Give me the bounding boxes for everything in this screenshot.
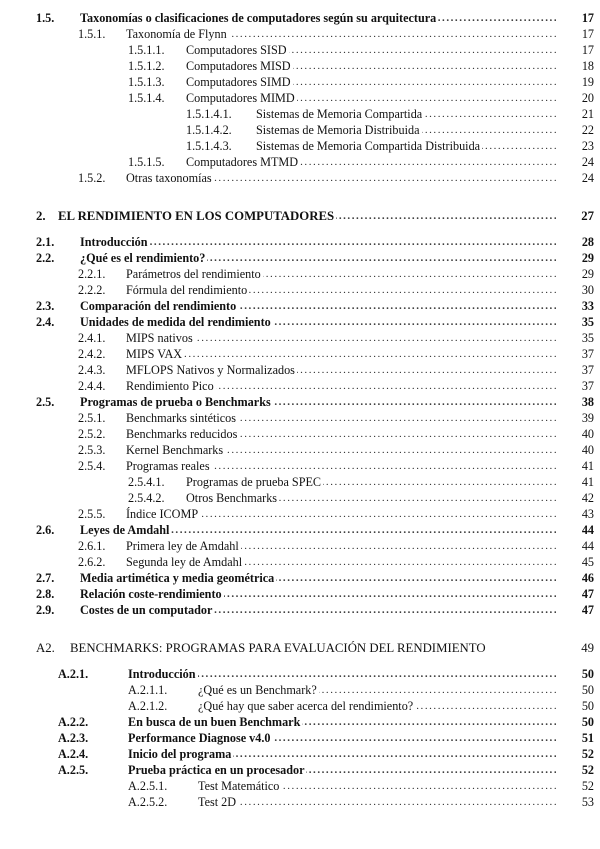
entry-page: 50: [581, 667, 594, 681]
entry-number: 2.: [36, 209, 46, 223]
entry-title: Computadores MISD: [186, 59, 291, 73]
entry-title: Otras taxonomías: [126, 171, 212, 185]
entry-page: 47: [581, 603, 594, 617]
entry-title: Test 2D: [198, 795, 237, 809]
entry-page: 17: [581, 27, 594, 41]
entry-page: 41: [581, 475, 594, 489]
entry-title: Performance Diagnose v4.0: [128, 731, 271, 745]
toc-entry: [0, 794, 600, 810]
entry-number: 2.5.5.: [78, 507, 106, 521]
toc-entry: [0, 698, 600, 714]
entry-page: 53: [581, 795, 594, 809]
entry-title: Rendimiento Pico: [126, 379, 214, 393]
entry-page: 39: [581, 411, 594, 425]
entry-number: 2.2.: [36, 251, 55, 265]
entry-title: Prueba práctica en un procesador: [128, 763, 305, 777]
entry-title: Computadores SIMD: [186, 75, 291, 89]
entry-number: 2.5.2.: [78, 427, 106, 441]
entry-title: Programas de prueba SPEC: [186, 475, 322, 489]
toc-entry: [0, 506, 600, 522]
entry-number: A.2.1.2.: [128, 699, 168, 713]
entry-number: 1.5.1.1.: [128, 43, 165, 57]
entry-page: 43: [581, 507, 594, 521]
entry-title: ¿Qué es un Benchmark?: [198, 683, 317, 697]
entry-page: 52: [581, 763, 594, 777]
entry-number: 1.5.1.4.2.: [186, 123, 232, 137]
entry-title: ¿Qué hay que saber acerca del rendimiento?: [198, 699, 414, 713]
toc-entry: [0, 746, 600, 762]
entry-page: 29: [581, 267, 594, 281]
entry-page: 22: [581, 123, 594, 137]
entry-title: Inicio del programa: [128, 747, 232, 761]
entry-number: 2.4.2.: [78, 347, 106, 361]
entry-number: 1.5.1.4.: [128, 91, 165, 105]
toc-entry: [0, 42, 600, 58]
entry-page: 40: [581, 443, 594, 457]
entry-page: 20: [581, 91, 594, 105]
toc-entry: [0, 714, 600, 730]
entry-number: A.2.1.1.: [128, 683, 168, 697]
entry-title: MIPS VAX: [126, 347, 183, 361]
entry-title: Costes de un computador: [80, 603, 213, 617]
entry-title: Media artimética y media geométrica: [80, 571, 275, 585]
entry-number: 2.4.3.: [78, 363, 106, 377]
entry-page: 50: [581, 683, 594, 697]
entry-title: Índice ICOMP: [126, 507, 199, 521]
entry-title: MIPS nativos: [126, 331, 193, 345]
entry-page: 44: [581, 539, 594, 553]
entry-number: 1.5.1.4.1.: [186, 107, 232, 121]
entry-title: BENCHMARKS: PROGRAMAS PARA EVALUACIÓN DEL RENDIMIENTO: [70, 641, 486, 655]
entry-number: 1.5.1.2.: [128, 59, 165, 73]
entry-title: ¿Qué es el rendimiento?: [80, 251, 206, 265]
entry-number: 2.8.: [36, 587, 55, 601]
toc-entry: [0, 362, 600, 378]
toc-entry: [0, 666, 600, 682]
toc-entry: [0, 554, 600, 570]
entry-title: Unidades de medida del rendimiento: [80, 315, 271, 329]
toc-entry: [0, 474, 600, 490]
entry-page: 51: [581, 731, 594, 745]
entry-page: 19: [581, 75, 594, 89]
entry-title: Leyes de Amdahl: [80, 523, 170, 537]
entry-number: 2.4.4.: [78, 379, 106, 393]
entry-title: Relación coste-rendimiento: [80, 587, 222, 601]
entry-page: 45: [581, 555, 594, 569]
toc-entry: [0, 778, 600, 794]
toc-entry: [0, 490, 600, 506]
toc-entry: [0, 282, 600, 298]
entry-number: A2.: [36, 641, 55, 655]
toc-entry: [0, 298, 600, 314]
entry-number: 1.5.1.3.: [128, 75, 165, 89]
toc-entry: [0, 154, 600, 170]
toc-entry: [0, 410, 600, 426]
entry-number: 2.6.2.: [78, 555, 106, 569]
entry-title: Primera ley de Amdahl: [126, 539, 239, 553]
entry-page: 35: [581, 331, 594, 345]
entry-title: Programas de prueba o Benchmarks: [80, 395, 271, 409]
entry-page: 37: [581, 347, 594, 361]
entry-number: 2.1.: [36, 235, 55, 249]
entry-number: A.2.3.: [58, 731, 89, 745]
entry-number: 2.3.: [36, 299, 55, 313]
entry-title: Parámetros del rendimiento: [126, 267, 261, 281]
entry-title: En busca de un buen Benchmark: [128, 715, 301, 729]
entry-number: 2.5.4.: [78, 459, 106, 473]
entry-number: 2.2.1.: [78, 267, 106, 281]
entry-title: Segunda ley de Amdahl: [126, 555, 243, 569]
entry-page: 17: [581, 43, 594, 57]
entry-title: Sistemas de Memoria Compartida: [256, 107, 423, 121]
entry-page: 24: [581, 155, 594, 169]
toc-entry: [0, 314, 600, 330]
toc-entry: [0, 586, 600, 602]
toc-entry: [0, 538, 600, 554]
entry-title: Sistemas de Memoria Distribuida: [256, 123, 420, 137]
entry-title: Computadores SISD: [186, 43, 287, 57]
toc-entry: [0, 458, 600, 474]
entry-number: 2.5.1.: [78, 411, 106, 425]
entry-page: 49: [581, 641, 594, 655]
entry-page: 37: [581, 363, 594, 377]
entry-number: 2.7.: [36, 571, 55, 585]
entry-number: A.2.5.: [58, 763, 89, 777]
entry-page: 30: [581, 283, 594, 297]
toc-entry: [0, 250, 600, 266]
entry-title: Fórmula del rendimiento: [126, 283, 248, 297]
entry-number: 2.5.4.1.: [128, 475, 165, 489]
entry-title: Taxonomía de Flynn: [126, 27, 227, 41]
entry-title: Kernel Benchmarks: [126, 443, 224, 457]
entry-page: 17: [581, 11, 594, 25]
toc-entry: [0, 346, 600, 362]
entry-title: Benchmarks sintéticos: [126, 411, 237, 425]
entry-title: Programas reales: [126, 459, 210, 473]
entry-number: 2.6.1.: [78, 539, 106, 553]
entry-number: 1.5.2.: [78, 171, 106, 185]
entry-page: 44: [581, 523, 594, 537]
entry-page: 18: [581, 59, 594, 73]
toc-entry: [0, 138, 600, 154]
entry-number: 2.6.: [36, 523, 55, 537]
entry-page: 37: [581, 379, 594, 393]
entry-page: 41: [581, 459, 594, 473]
toc-chapter: [0, 208, 600, 224]
entry-title: EL RENDIMIENTO EN LOS COMPUTADORES: [58, 209, 335, 223]
entry-number: 1.5.: [36, 11, 55, 25]
entry-number: 2.5.3.: [78, 443, 106, 457]
entry-page: 28: [581, 235, 594, 249]
entry-page: 40: [581, 427, 594, 441]
toc-entry: [0, 74, 600, 90]
toc-chapter: [0, 640, 600, 656]
entry-title: Otros Benchmarks: [186, 491, 278, 505]
toc-entry: [0, 122, 600, 138]
toc-entry: [0, 26, 600, 42]
entry-number: 1.5.1.: [78, 27, 106, 41]
entry-page: 23: [581, 139, 594, 153]
entry-number: A.2.4.: [58, 747, 89, 761]
entry-number: 1.5.1.5.: [128, 155, 165, 169]
toc-entry: [0, 442, 600, 458]
entry-number: 2.2.2.: [78, 283, 106, 297]
entry-number: A.2.2.: [58, 715, 89, 729]
entry-page: 46: [581, 571, 594, 585]
toc-entry: [0, 394, 600, 410]
entry-page: 35: [581, 315, 594, 329]
entry-number: A.2.5.2.: [128, 795, 168, 809]
entry-number: 2.9.: [36, 603, 55, 617]
entry-number: A.2.5.1.: [128, 779, 168, 793]
toc-entry: [0, 682, 600, 698]
toc-entry: [0, 10, 600, 26]
toc-entry: [0, 378, 600, 394]
entry-page: 47: [581, 587, 594, 601]
toc-entry: [0, 602, 600, 618]
toc-entry: [0, 522, 600, 538]
toc-entry: [0, 234, 600, 250]
toc-entry: [0, 170, 600, 186]
toc-entry: [0, 762, 600, 778]
toc-entry: [0, 730, 600, 746]
entry-number: 1.5.1.4.3.: [186, 139, 232, 153]
toc-entry: [0, 58, 600, 74]
entry-page: 29: [581, 251, 594, 265]
entry-page: 21: [581, 107, 594, 121]
entry-number: A.2.1.: [58, 667, 89, 681]
entry-page: 42: [581, 491, 594, 505]
entry-page: 52: [581, 747, 594, 761]
toc-entry: [0, 106, 600, 122]
entry-page: 50: [581, 699, 594, 713]
entry-title: Test Matemático: [198, 779, 280, 793]
toc-entry: [0, 330, 600, 346]
entry-number: 2.5.: [36, 395, 55, 409]
entry-title: Computadores MIMD: [186, 91, 295, 105]
entry-number: 2.4.: [36, 315, 55, 329]
entry-page: 24: [581, 171, 594, 185]
entry-title: Taxonomías o clasificaciones de computadores según su arquitectura: [80, 11, 437, 25]
toc-entry: [0, 426, 600, 442]
entry-title: Sistemas de Memoria Compartida Distribuida: [256, 139, 481, 153]
entry-page: 27: [581, 209, 594, 223]
toc-entry: [0, 90, 600, 106]
entry-page: 38: [581, 395, 594, 409]
entry-page: 50: [581, 715, 594, 729]
entry-number: 2.5.4.2.: [128, 491, 165, 505]
entry-title: Benchmarks reducidos: [126, 427, 238, 441]
entry-page: 52: [581, 779, 594, 793]
toc-entry: [0, 570, 600, 586]
entry-title: Introducción: [80, 235, 148, 249]
entry-number: 2.4.1.: [78, 331, 106, 345]
entry-page: 33: [581, 299, 594, 313]
entry-title: Comparación del rendimiento: [80, 299, 237, 313]
entry-title: Introducción: [128, 667, 196, 681]
entry-title: MFLOPS Nativos y Normalizados: [126, 363, 295, 377]
toc-entry: [0, 266, 600, 282]
entry-title: Computadores MTMD: [186, 155, 299, 169]
